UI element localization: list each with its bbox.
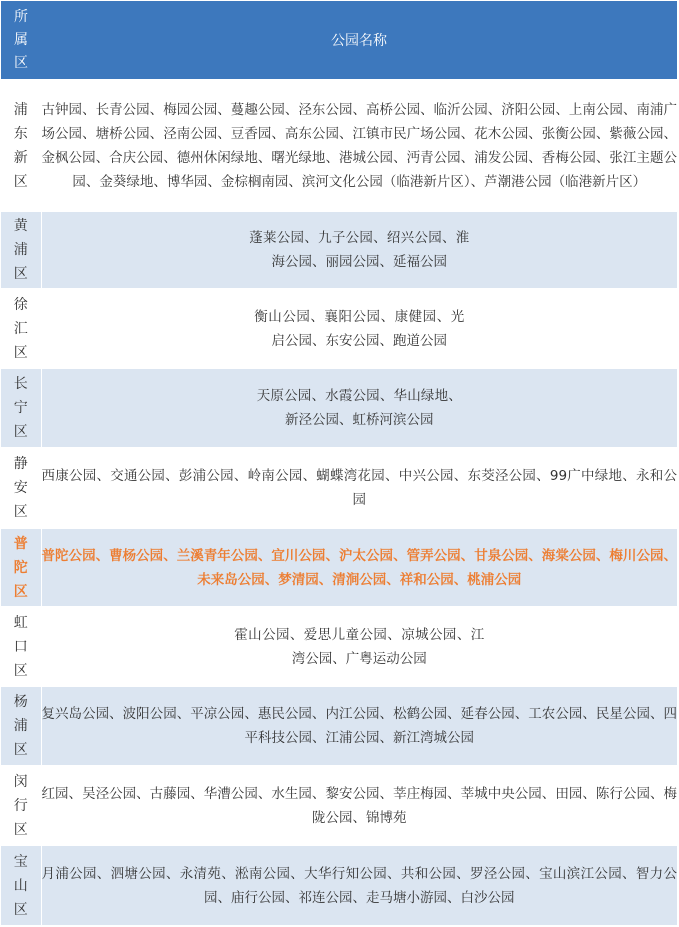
district-char: 闵 (13, 773, 28, 790)
table-row (1, 212, 677, 289)
district-char: 新 (13, 149, 28, 166)
park-table (1, 1, 677, 926)
district-cell (1, 687, 41, 766)
parks-cell (41, 289, 677, 369)
district-char: 区 (13, 344, 28, 361)
parks-cell (41, 369, 677, 448)
header-parks: 公园名称 (41, 1, 677, 80)
district-char: 宝 (13, 853, 28, 870)
district-char: 区 (13, 583, 28, 600)
district-cell (1, 369, 41, 448)
parks-cell (41, 212, 677, 289)
district-char: 宁 (13, 400, 28, 416)
district-char: 东 (13, 125, 28, 142)
table-header-row (1, 1, 677, 80)
district-cell (1, 212, 41, 289)
parks-text: 复兴岛公园、波阳公园、平凉公园、惠民公园、内江公园、松鹤公园、延春公园、工农公园、民星公园、四平科技公园、江浦公园、新江湾城公园 (41, 706, 677, 746)
table-row (1, 369, 677, 448)
parks-cell (41, 607, 677, 687)
parks-text: 天原公园、水霞公园、华山绿地、新泾公园、虹桥河滨公园 (256, 388, 462, 428)
header-district-char: 所 (14, 8, 28, 25)
table-row (1, 766, 677, 846)
parks-text: 红园、吴泾公园、古藤园、华漕公园、水生园、黎安公园、莘庄梅园、莘城中央公园、田园、陈行公园、梅陇公园、锦博苑 (41, 785, 677, 826)
district-char: 虹 (13, 614, 28, 631)
district-char: 安 (13, 480, 28, 496)
district-char: 区 (13, 504, 28, 520)
table-row (1, 687, 677, 766)
district-char: 区 (13, 662, 28, 679)
parks-cell (41, 448, 677, 529)
district-char: 徐 (13, 296, 28, 313)
district-char: 陀 (13, 559, 28, 576)
district-cell (1, 289, 41, 369)
parks-cell (41, 766, 677, 846)
table-row (1, 80, 677, 212)
district-char: 区 (13, 742, 28, 758)
district-cell (1, 846, 41, 926)
district-char: 区 (13, 173, 28, 190)
district-char: 行 (13, 797, 28, 814)
district-char: 杨 (13, 694, 28, 710)
parks-text: 月浦公园、泗塘公园、永清苑、淞南公园、大华行知公园、共和公园、罗泾公园、宝山滨江公园、智力公园、庙行公园、祁连公园、走马塘小游园、白沙公园 (41, 865, 677, 906)
table-row (1, 448, 677, 529)
parks-text: 霍山公园、爱思儿童公园、凉城公园、江湾公园、广粤运动公园 (234, 626, 485, 667)
district-char: 静 (13, 456, 28, 472)
parks-cell (41, 846, 677, 926)
district-char: 普 (13, 535, 28, 552)
district-char: 汇 (13, 320, 28, 337)
district-cell (1, 766, 41, 846)
header-district-char: 区 (14, 54, 28, 71)
district-char: 长 (13, 376, 28, 392)
parks-cell (41, 80, 677, 212)
parks-text: 古钟园、长青公园、梅园公园、蔓趣公园、泾东公园、高桥公园、临沂公园、济阳公园、上南公园、南浦广场公园、塘桥公园、泾南公园、豆香园、高东公园、江镇市民广场公园、花木公园、张衡公园、紫薇公园、金枫公园、合庆公园、德州休闲绿地、曙光绿地、港城公园、沔青公园、浦发公园、香梅公园、张江主题公园、金葵绿地、博华园、金棕榈南园、滨河文化公园（临港新片区）、芦潮港公园（临港新片区） (41, 101, 677, 190)
table-row (1, 289, 677, 369)
parks-cell (41, 687, 677, 766)
district-cell (1, 607, 41, 687)
header-district-char: 属 (14, 31, 28, 48)
district-char: 黄 (13, 218, 28, 234)
district-char: 浦 (13, 101, 28, 118)
district-char: 区 (13, 266, 28, 282)
district-char: 口 (13, 638, 28, 655)
district-char: 区 (13, 424, 28, 440)
parks-text: 普陀公园、曹杨公园、兰溪青年公园、宜川公园、沪太公园、管弄公园、甘泉公园、海棠公园、梅川公园、未来岛公园、梦清园、清涧公园、祥和公园、桃浦公园 (41, 547, 677, 588)
parks-text: 衡山公园、襄阳公园、康健园、光启公园、东安公园、跑道公园 (254, 308, 465, 349)
district-cell (1, 529, 41, 607)
district-char: 区 (13, 901, 28, 918)
district-char: 浦 (13, 718, 28, 734)
district-cell (1, 80, 41, 212)
parks-text: 蓬莱公园、九子公园、绍兴公园、淮海公园、丽园公园、延福公园 (249, 230, 470, 270)
table-row-highlighted (1, 529, 677, 607)
table-row (1, 607, 677, 687)
parks-cell (41, 529, 677, 607)
table-row (1, 846, 677, 926)
district-char: 浦 (13, 242, 28, 258)
district-char: 山 (13, 877, 28, 894)
parks-text: 西康公园、交通公园、彭浦公园、岭南公园、蝴蝶湾花园、中兴公园、东茭泾公园、99广中绿地、永和公园 (41, 468, 677, 508)
header-district (1, 1, 41, 80)
district-char: 区 (13, 821, 28, 838)
district-cell (1, 448, 41, 529)
